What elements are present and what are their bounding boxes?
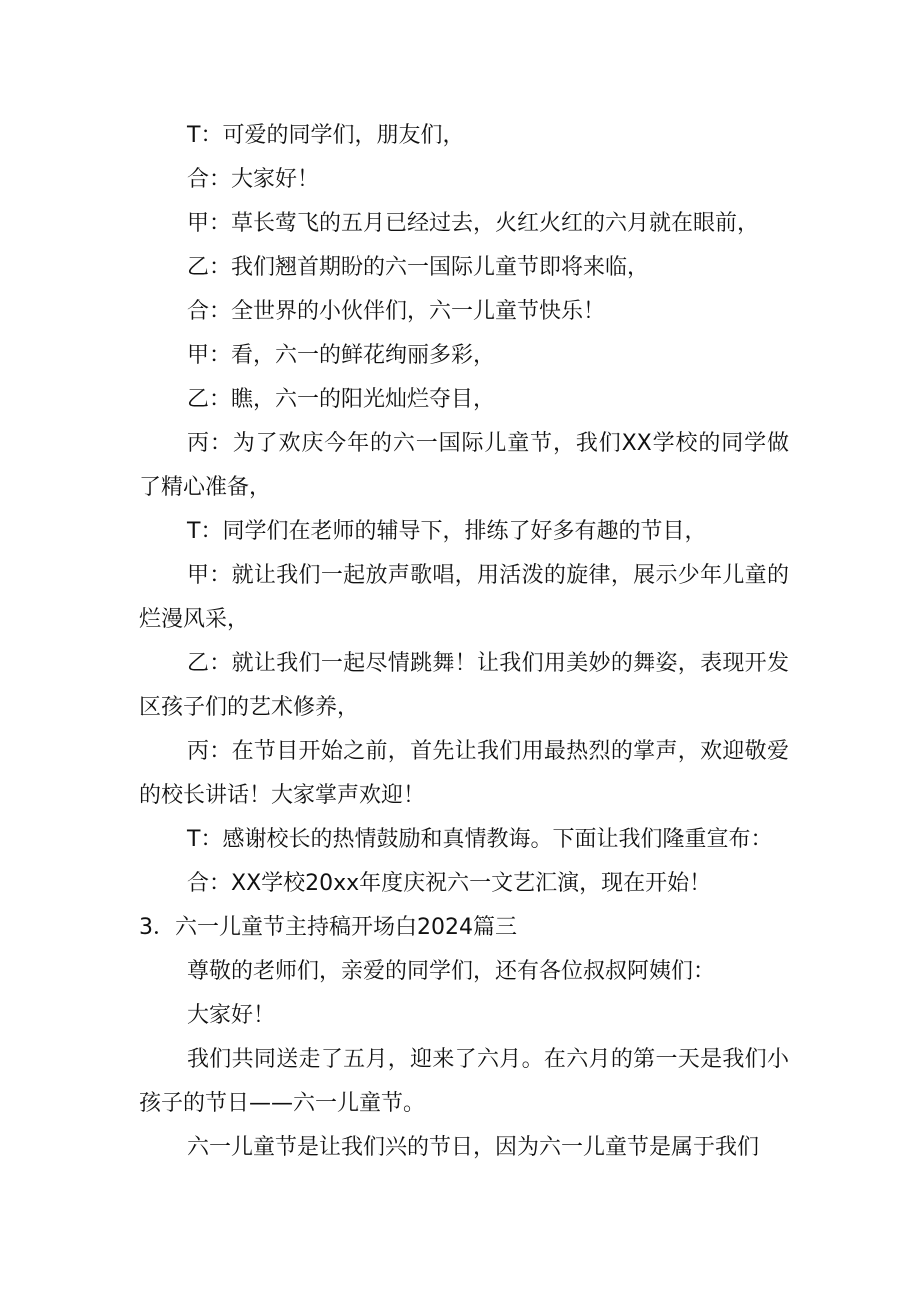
script-line-t-rehearse: T：同学们在老师的辅导下，排练了好多有趣的节目，: [187, 519, 707, 544]
speech-hello: 大家好！: [187, 1003, 276, 1028]
speech-festival: 六一儿童节是让我们兴的节日，因为六一儿童节是属于我们: [187, 1135, 760, 1160]
script-line-yi-sunshine: 乙：瞧，六一的阳光灿烂夺目，: [187, 387, 496, 412]
script-line-jia-may: 甲：草长莺飞的五月已经过去，火红火红的六月就在眼前，: [187, 211, 760, 236]
section-heading-3: 3．六一儿童节主持稿开场白2024篇三: [139, 915, 517, 940]
speech-june: 我们共同送走了五月，迎来了六月。在六月的第一天是我们小孩子的节日——六一儿童节。: [139, 1047, 789, 1116]
script-line-jia-flowers: 甲：看，六一的鲜花绚丽多彩，: [187, 343, 496, 368]
script-line-yi-dance: 乙：就让我们一起尽情跳舞！让我们用美妙的舞姿，表现开发区孩子们的艺术修养，: [139, 651, 789, 720]
script-line-bing-prepare: 丙：为了欢庆今年的六一国际儿童节，我们XX学校的同学做了精心准备，: [139, 431, 789, 500]
script-line-jia-sing: 甲：就让我们一起放声歌唱，用活泼的旋律，展示少年儿童的烂漫风采，: [139, 563, 789, 632]
script-line-all-hello: 合：大家好！: [187, 167, 320, 192]
script-line-bing-principal: 丙：在节目开始之前，首先让我们用最热烈的掌声，欢迎敬爱的校长讲话！大家掌声欢迎！: [139, 739, 789, 808]
document-body: [139, 114, 789, 1170]
script-line-yi-coming: 乙：我们翘首期盼的六一国际儿童节即将来临，: [187, 255, 650, 280]
script-line-all-happy: 合：全世界的小伙伴们，六一儿童节快乐！: [187, 299, 606, 324]
speech-salutation: 尊敬的老师们，亲爱的同学们，还有各位叔叔阿姨们：: [187, 959, 716, 984]
script-line-all-start: 合：XX学校20xx年度庆祝六一文艺汇演，现在开始！: [187, 871, 712, 896]
script-line-t-thanks: T：感谢校长的热情鼓励和真情教诲。下面让我们隆重宣布：: [187, 827, 773, 852]
script-line-t-greeting: T：可爱的同学们，朋友们，: [187, 123, 465, 148]
